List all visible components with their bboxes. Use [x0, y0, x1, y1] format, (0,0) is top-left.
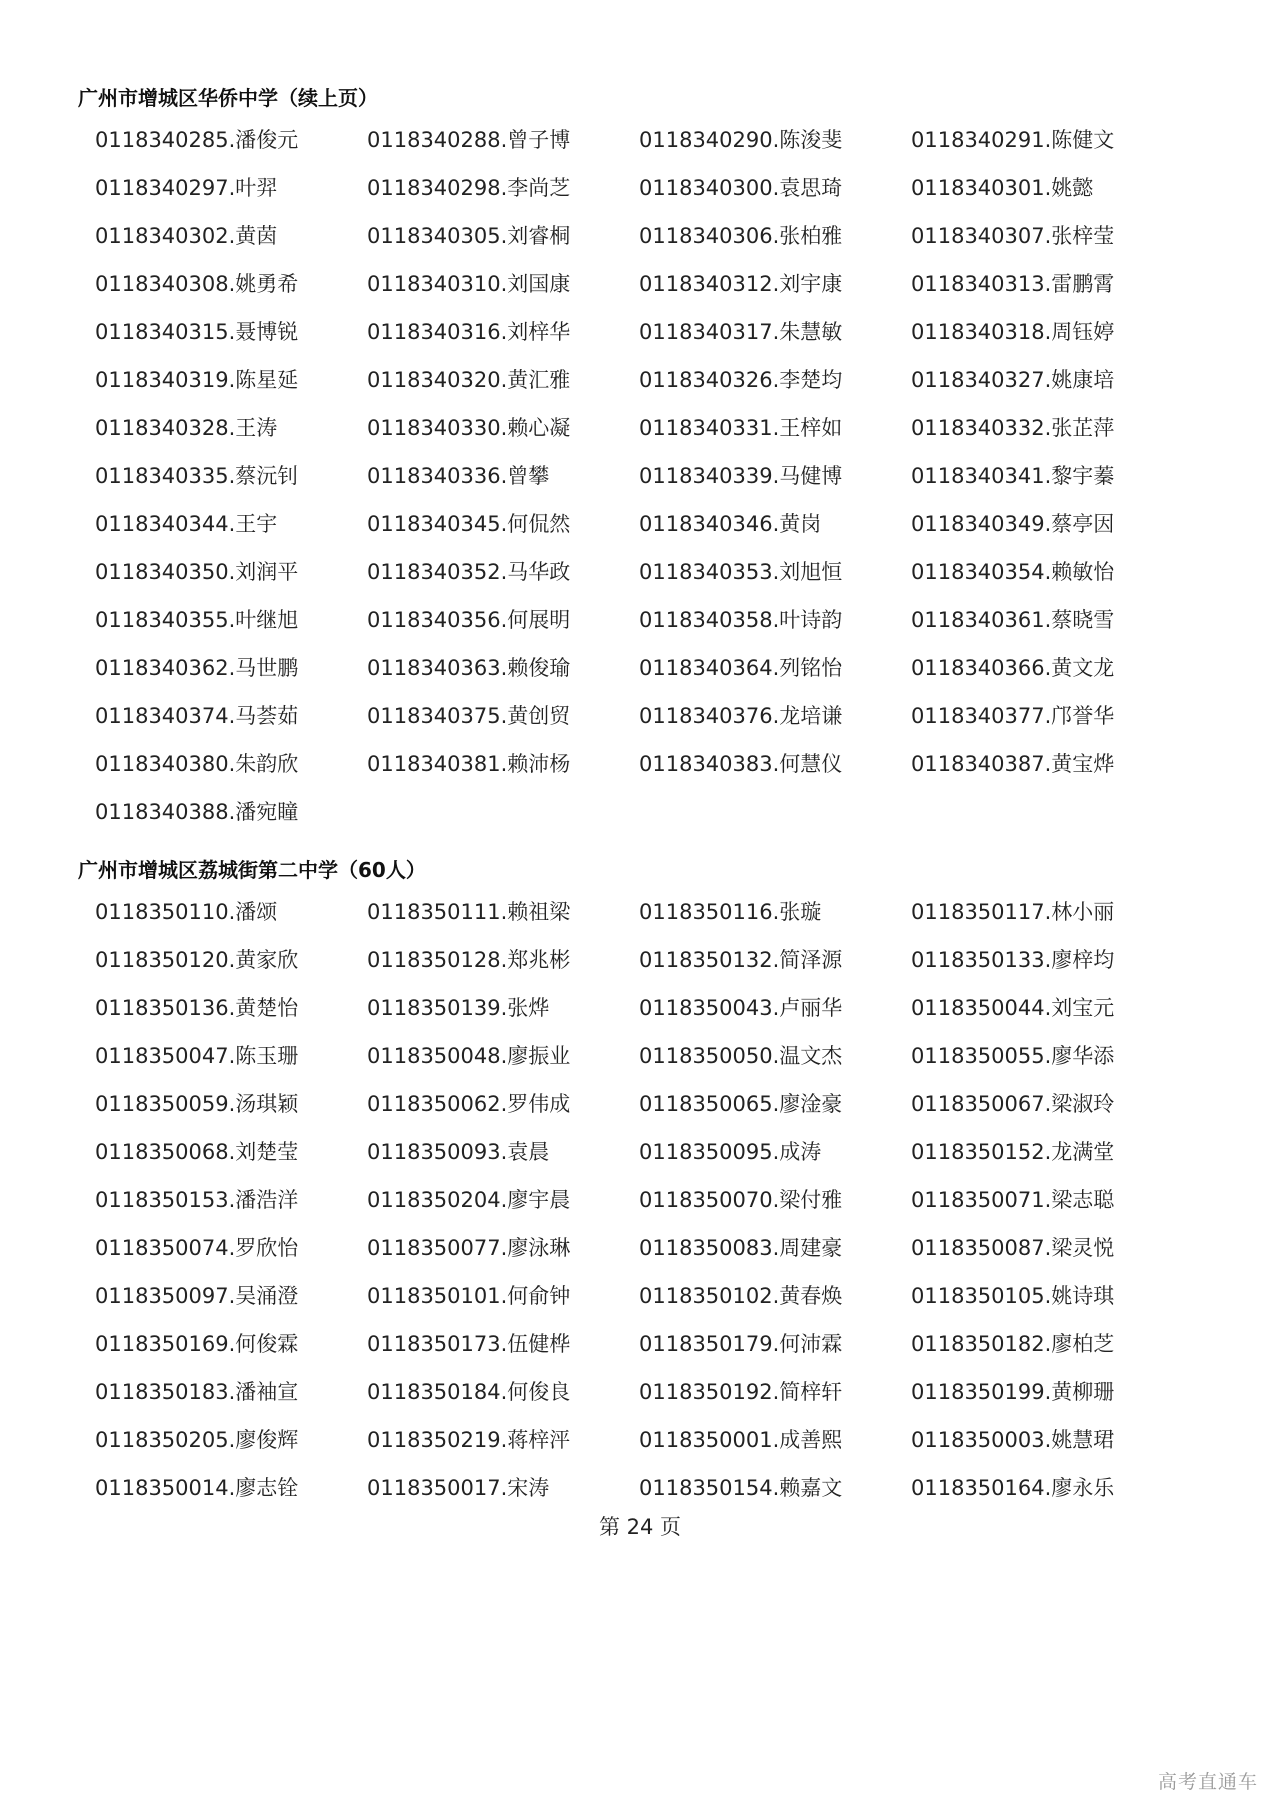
student-entry: 0118340328.王涛 [95, 416, 278, 440]
student-entry: 0118350083.周建豪 [639, 1236, 843, 1260]
student-entry: 0118350169.何俊霖 [95, 1332, 299, 1356]
student-entry: 0118350152.龙满堂 [911, 1140, 1115, 1164]
student-entry: 0118350204.廖宇晨 [367, 1188, 571, 1212]
student-entry: 0118350077.廖泳琳 [367, 1236, 571, 1260]
entry-row [95, 164, 1195, 212]
student-list-licheng-no2 [95, 888, 1195, 1512]
student-entry: 0118340353.刘旭恒 [639, 560, 843, 584]
entry-row [95, 1080, 1195, 1128]
student-entry: 0118350014.廖志铨 [95, 1476, 299, 1500]
entry-row [95, 1272, 1195, 1320]
entry-row [95, 1368, 1195, 1416]
student-entry: 0118340374.马荟茹 [95, 704, 299, 728]
entry-row [95, 984, 1195, 1032]
student-entry: 0118340377.邝誉华 [911, 704, 1115, 728]
student-entry: 0118350179.何沛霖 [639, 1332, 843, 1356]
entry-row [95, 936, 1195, 984]
student-entry: 0118340307.张梓莹 [911, 224, 1115, 248]
student-entry: 0118340308.姚勇希 [95, 272, 299, 296]
student-entry: 0118350095.成涛 [639, 1140, 822, 1164]
entry-row [95, 1464, 1195, 1512]
student-entry: 0118340326.李楚均 [639, 368, 843, 392]
student-entry: 0118350062.罗伟成 [367, 1092, 571, 1116]
entry-row [95, 404, 1195, 452]
student-entry: 0118340336.曾攀 [367, 464, 550, 488]
student-entry: 0118340290.陈浚斐 [639, 128, 843, 152]
student-entry: 0118350111.赖祖梁 [367, 900, 571, 924]
student-entry: 0118340354.赖敏怡 [911, 560, 1115, 584]
student-entry: 0118340375.黄创贸 [367, 704, 571, 728]
entry-row [95, 788, 1195, 836]
student-entry: 0118350017.宋涛 [367, 1476, 550, 1500]
student-entry: 0118340345.何侃然 [367, 512, 571, 536]
student-entry: 0118350074.罗欣怡 [95, 1236, 299, 1260]
student-entry: 0118340344.王宇 [95, 512, 278, 536]
student-entry: 0118350043.卢丽华 [639, 996, 843, 1020]
student-entry: 0118350183.潘袖宣 [95, 1380, 299, 1404]
student-entry: 0118350003.姚慧珺 [911, 1428, 1115, 1452]
student-entry: 0118340312.刘宇康 [639, 272, 843, 296]
entry-row [95, 308, 1195, 356]
student-entry: 0118340339.马健博 [639, 464, 843, 488]
student-entry: 0118350120.黄家欣 [95, 948, 299, 972]
student-entry: 0118350184.何俊良 [367, 1380, 571, 1404]
student-entry: 0118340310.刘国康 [367, 272, 571, 296]
entry-row [95, 116, 1195, 164]
student-entry: 0118340313.雷鹏霄 [911, 272, 1115, 296]
student-entry: 0118340362.马世鹏 [95, 656, 299, 680]
student-entry: 0118340381.赖沛杨 [367, 752, 571, 776]
entry-row [95, 548, 1195, 596]
student-entry: 0118340330.赖心凝 [367, 416, 571, 440]
student-entry: 0118350097.吴涌澄 [95, 1284, 299, 1308]
student-entry: 0118350047.陈玉珊 [95, 1044, 299, 1068]
student-entry: 0118350153.潘浩洋 [95, 1188, 299, 1212]
student-entry: 0118340316.刘梓华 [367, 320, 571, 344]
student-entry: 0118350101.何俞钟 [367, 1284, 571, 1308]
entry-row [95, 692, 1195, 740]
student-entry: 0118340335.蔡沅钊 [95, 464, 299, 488]
student-entry: 0118340320.黄汇雅 [367, 368, 571, 392]
page-number: 第 24 页 [598, 1515, 682, 1539]
student-entry: 0118340364.列铭怡 [639, 656, 843, 680]
student-entry: 0118340355.叶继旭 [95, 608, 299, 632]
student-entry: 0118350105.姚诗琪 [911, 1284, 1115, 1308]
student-entry: 0118350182.廖柏芝 [911, 1332, 1115, 1356]
student-entry: 0118340346.黄岗 [639, 512, 822, 536]
student-entry: 0118350093.袁晨 [367, 1140, 550, 1164]
student-entry: 0118340306.张柏雅 [639, 224, 843, 248]
student-entry: 0118350154.赖嘉文 [639, 1476, 843, 1500]
entry-row [95, 1320, 1195, 1368]
student-entry: 0118350001.成善熙 [639, 1428, 843, 1452]
student-entry: 0118350070.梁付雅 [639, 1188, 843, 1212]
entry-row [95, 644, 1195, 692]
student-entry: 0118340356.何展明 [367, 608, 571, 632]
student-entry: 0118340285.潘俊元 [95, 128, 299, 152]
student-list-huaqiao [95, 116, 1195, 836]
entry-row [95, 1032, 1195, 1080]
student-entry: 0118340331.王梓如 [639, 416, 843, 440]
student-entry: 0118350067.梁淑玲 [911, 1092, 1115, 1116]
student-entry: 0118340301.姚懿 [911, 176, 1094, 200]
student-entry: 0118350071.梁志聪 [911, 1188, 1115, 1212]
entry-row [95, 740, 1195, 788]
student-entry: 0118350059.汤琪颖 [95, 1092, 299, 1116]
student-entry: 0118340388.潘宛瞳 [95, 800, 299, 824]
student-entry: 0118350136.黄楚怡 [95, 996, 299, 1020]
student-entry: 0118340376.龙培谦 [639, 704, 843, 728]
student-entry: 0118350164.廖永乐 [911, 1476, 1115, 1500]
student-entry: 0118350192.简梓轩 [639, 1380, 843, 1404]
student-entry: 0118340302.黄茵 [95, 224, 278, 248]
student-entry: 0118340318.周钰婷 [911, 320, 1115, 344]
student-entry: 0118340317.朱慧敏 [639, 320, 843, 344]
student-entry: 0118350087.梁灵悦 [911, 1236, 1115, 1260]
entry-row [95, 500, 1195, 548]
student-entry: 0118350110.潘颂 [95, 900, 278, 924]
watermark-text: 高考直通车 [1157, 1771, 1258, 1793]
section-title-huaqiao: 广州市增城区华侨中学（续上页） [78, 86, 378, 110]
student-entry: 0118340361.蔡晓雪 [911, 608, 1115, 632]
student-entry: 0118350219.蒋梓泙 [367, 1428, 571, 1452]
student-entry: 0118350055.廖华添 [911, 1044, 1115, 1068]
student-entry: 0118350199.黄柳珊 [911, 1380, 1115, 1404]
student-entry: 0118340341.黎宇蓁 [911, 464, 1115, 488]
student-entry: 0118340349.蔡亭因 [911, 512, 1115, 536]
student-entry: 0118340319.陈星延 [95, 368, 299, 392]
student-entry: 0118350132.简泽源 [639, 948, 843, 972]
student-entry: 0118350048.廖振业 [367, 1044, 571, 1068]
student-entry: 0118350050.温文杰 [639, 1044, 843, 1068]
student-entry: 0118350205.廖俊辉 [95, 1428, 299, 1452]
student-entry: 0118340366.黄文龙 [911, 656, 1115, 680]
student-entry: 0118340327.姚康培 [911, 368, 1115, 392]
student-entry: 0118340298.李尚芝 [367, 176, 571, 200]
student-entry: 0118350139.张烨 [367, 996, 550, 1020]
student-entry: 0118340358.叶诗韵 [639, 608, 843, 632]
student-entry: 0118340387.黄宝烨 [911, 752, 1115, 776]
student-entry: 0118350117.林小丽 [911, 900, 1115, 924]
student-entry: 0118340380.朱韵欣 [95, 752, 299, 776]
entry-row [95, 452, 1195, 500]
entry-row [95, 1224, 1195, 1272]
entry-row [95, 356, 1195, 404]
student-entry: 0118340297.叶羿 [95, 176, 278, 200]
entry-row [95, 1176, 1195, 1224]
student-entry: 0118350068.刘楚莹 [95, 1140, 299, 1164]
student-entry: 0118340352.马华政 [367, 560, 571, 584]
entry-row [95, 888, 1195, 936]
student-entry: 0118350128.郑兆彬 [367, 948, 571, 972]
student-entry: 0118340332.张芷萍 [911, 416, 1115, 440]
entry-row [95, 212, 1195, 260]
student-entry: 0118350065.廖淦豪 [639, 1092, 843, 1116]
student-entry: 0118340305.刘睿桐 [367, 224, 571, 248]
student-entry: 0118340383.何慧仪 [639, 752, 843, 776]
student-entry: 0118350173.伍健桦 [367, 1332, 571, 1356]
student-entry: 0118340363.赖俊瑜 [367, 656, 571, 680]
student-entry: 0118340315.聂博锐 [95, 320, 299, 344]
student-entry: 0118340350.刘润平 [95, 560, 299, 584]
student-entry: 0118340288.曾子博 [367, 128, 571, 152]
student-entry: 0118350133.廖梓均 [911, 948, 1115, 972]
entry-row [95, 260, 1195, 308]
section-title-licheng-no2: 广州市增城区荔城街第二中学（60人） [78, 858, 426, 882]
entry-row [95, 596, 1195, 644]
student-entry: 0118340291.陈健文 [911, 128, 1115, 152]
student-entry: 0118350116.张璇 [639, 900, 822, 924]
student-entry: 0118350044.刘宝元 [911, 996, 1115, 1020]
student-entry: 0118340300.袁思琦 [639, 176, 843, 200]
student-entry: 0118350102.黄春焕 [639, 1284, 843, 1308]
entry-row [95, 1416, 1195, 1464]
entry-row [95, 1128, 1195, 1176]
